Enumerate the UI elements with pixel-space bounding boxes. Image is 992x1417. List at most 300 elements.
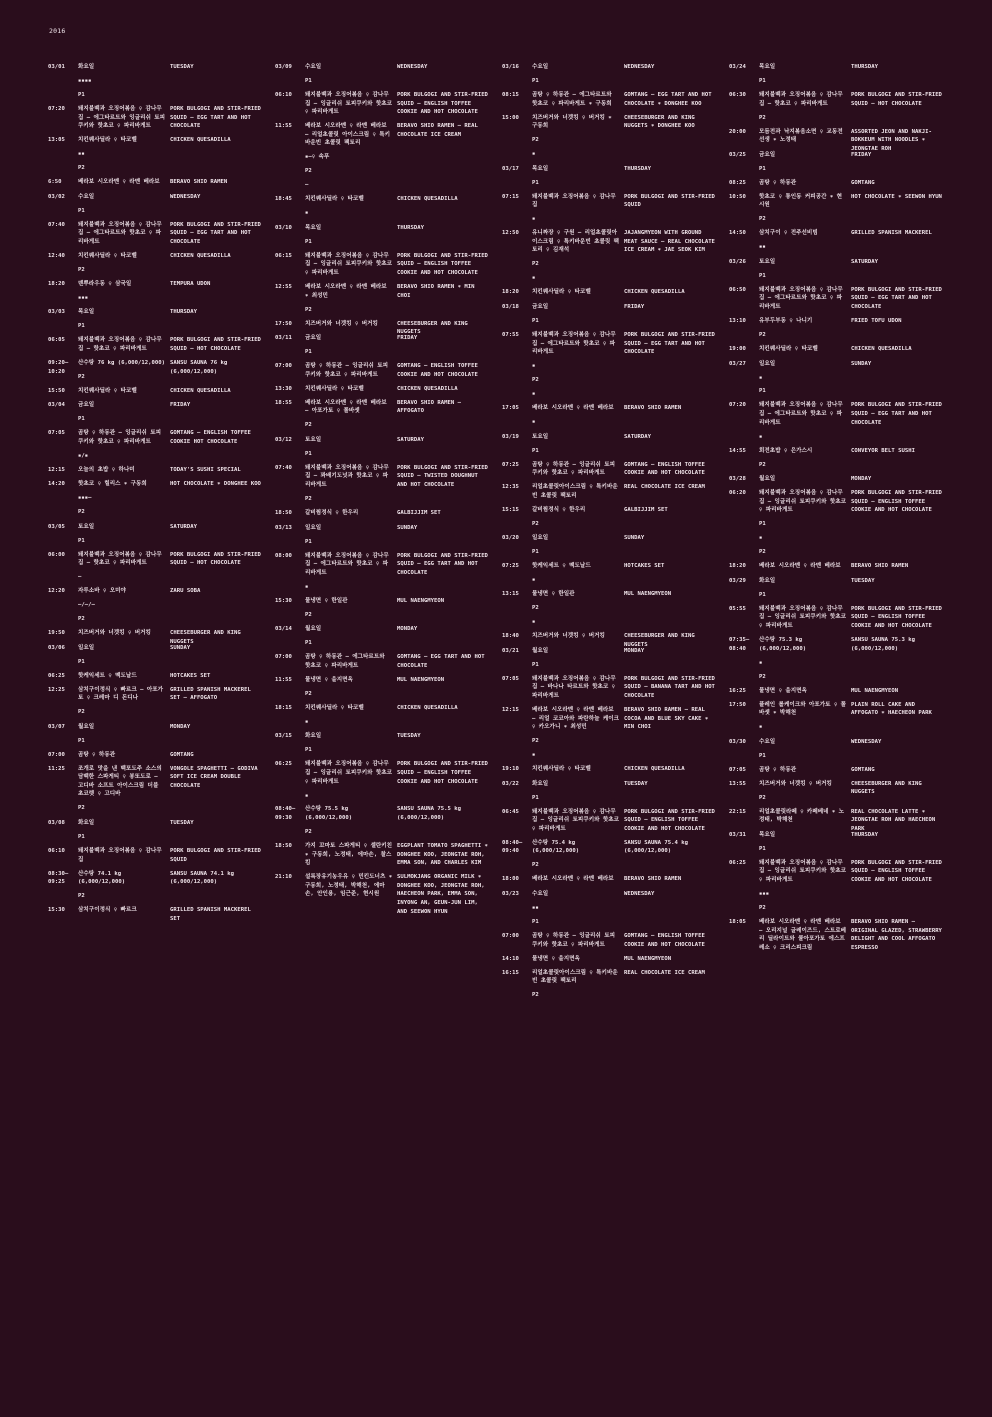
entry-time: 03/13 (275, 524, 292, 531)
entry-korean: P1 (532, 77, 539, 84)
entry-english: CHICKEN QUESADILLA (397, 704, 458, 711)
log-entry (729, 701, 939, 718)
log-entry (502, 77, 712, 86)
entry-korean: 곰탕 ♀ 하동관 – 잉글리쉬 토피쿠키와 핫초코 ♀ 파리바게트 (305, 363, 389, 378)
log-entry (275, 760, 488, 786)
entry-english: BERAVO SHIO RAMEN (624, 405, 682, 412)
log-entry (729, 605, 942, 631)
entry-english: PORK BULGOGI AND STIR-FRIED SQUID – ENGLISH TOFFEE COOKIE AND HOT CHOCOLATE (397, 761, 488, 785)
entry-english: PORK BULGOGI AND STIR-FRIED SQUID – ENGLISH TOFFEE COOKIE AND HOT CHOCOLATE (851, 490, 942, 514)
entry-korean: 돼지불백과 오징어볶음 ♀ 감나무집 – 핫초코 ♀ 파리바게트 (759, 91, 843, 107)
log-entry (729, 904, 939, 913)
entry-korean: ▪ (532, 216, 536, 223)
entry-korean: P2 (305, 168, 312, 175)
log-entry (502, 331, 715, 357)
day-header (502, 303, 712, 312)
entry-korean: P2 (759, 216, 766, 223)
log-entry (48, 658, 258, 667)
entry-english: CHICKEN QUESADILLA (170, 137, 231, 144)
log-entry (729, 193, 942, 210)
entry-korean: 산수탕 76 kg (6,000/12,000) (78, 359, 165, 366)
log-entry (502, 404, 712, 413)
entry-time: 03/29 (729, 577, 746, 584)
entry-korean: P2 (759, 549, 766, 556)
entry-korean: ▪–♀ 속푸 (305, 154, 330, 161)
entry-time: 18:50 (275, 509, 292, 516)
log-entry (729, 345, 939, 354)
entry-time: 18:05 (729, 918, 746, 925)
log-entry (48, 294, 258, 303)
entry-time: 03/16 (502, 64, 519, 70)
log-entry (729, 562, 939, 571)
entry-korean: 베라보 시오라멘 ♀ 라멘 베라보 ∗ 최성민 (305, 283, 387, 299)
entry-korean: 리얼초콜릿아이스크림 ♀ 톡키바운빈 초콜릿 팩토리 (532, 969, 618, 985)
log-entry (729, 591, 939, 600)
entry-english: THURSDAY (397, 224, 424, 231)
log-entry (729, 659, 939, 668)
entry-time: 18:15 (275, 704, 292, 711)
log-entry (48, 601, 258, 610)
log-entry (729, 723, 939, 732)
log-entry (502, 418, 712, 427)
entry-english: WEDNESDAY (170, 193, 201, 200)
log-entry (502, 179, 712, 188)
entry-korean: 곰탕 ♀ 하동관 – 에그타르트와 핫초코 ♀ 파리바게트 ∗ 구동희 (532, 91, 612, 107)
entry-english: PORK BULGOGI AND STIR-FRIED SQUID – TWISTED DOUGHNUT AND HOT CHOCOLATE (397, 464, 488, 488)
log-entry (502, 150, 712, 159)
entry-korean: ▪ (305, 792, 309, 799)
log-entry (502, 675, 715, 701)
log-entry (502, 91, 712, 108)
log-entry (48, 537, 258, 546)
entry-english: JAJANGMYEON WITH GROUND MEAT SAUCE – REAL CHOCOLATE ICE CREAM ∗ JAE SEOK KIM (624, 230, 715, 254)
log-entry (729, 286, 942, 312)
entry-korean: 일요일 (532, 535, 549, 542)
entry-time: 14:20 (48, 480, 65, 487)
log-entry (502, 604, 712, 613)
entry-korean: 갈비찜정식 ♀ 한우리 (532, 506, 586, 513)
entry-korean: 돼지불백과 오징어볶음 ♀ 감나무집 (532, 193, 616, 209)
entry-korean: P2 (78, 508, 85, 515)
entry-korean: 산수탕 75.5 kg (6,000/12,000) (305, 806, 353, 822)
log-entry (275, 209, 485, 218)
entry-korean: P1 (305, 538, 312, 545)
entry-korean: 치킨퀘사딜라 ♀ 타코벨 (532, 289, 591, 296)
entry-korean: 회전초밥 ♀ 은가스시 (759, 447, 813, 454)
entry-time: 03/30 (729, 738, 746, 745)
entry-time: 05:55 (729, 605, 746, 612)
entry-english: PORK BULGOGI AND STIR-FRIED SQUID – HOT CHOCOLATE (851, 91, 942, 107)
entry-english: MONDAY (170, 723, 191, 730)
entry-english: PORK BULGOGI AND STIR-FRIED SQUID – HOT CHOCOLATE (170, 551, 261, 567)
log-entry (729, 766, 939, 775)
log-entry (729, 461, 939, 470)
log-entry (502, 136, 712, 145)
entry-english: GOMTANG – EGG TART AND HOT CHOCOLATE ∗ DONGHEE KOO (624, 91, 712, 107)
log-entry (729, 489, 942, 515)
entry-korean: P1 (78, 207, 85, 214)
entry-english: MONDAY (624, 647, 645, 654)
entry-time: 6:50 (48, 179, 62, 186)
entry-korean: P1 (305, 349, 312, 356)
entry-time: 03/19 (502, 433, 519, 440)
day-header (729, 360, 939, 369)
log-entry (502, 562, 712, 571)
log-entry (48, 452, 258, 461)
entry-time: 16:25 (729, 687, 746, 694)
entry-time: 08:40–09:40 (502, 839, 523, 855)
entry-english: THURSDAY (624, 165, 651, 172)
entry-korean: 돼지불백과 오징어볶음 ♀ 감나무집 – 잉글리쉬 토피쿠키와 핫초코 ♀ 파리바게트 (305, 761, 393, 785)
entry-english: GOMTANG – ENGLISH TOFFEE COOKIE AND HOT CHOCOLATE (624, 932, 705, 948)
log-entry (275, 362, 485, 379)
log-entry (275, 195, 485, 204)
entry-time: 03/04 (48, 402, 65, 409)
entry-korean: ▪▪▪– (78, 494, 92, 501)
entry-time: 16:15 (502, 969, 519, 976)
entry-english: TUESDAY (397, 733, 421, 740)
entry-korean: 수요일 (759, 738, 776, 745)
entry-time: 07:00 (48, 751, 65, 758)
entry-time: 06:15 (275, 252, 292, 259)
log-entry (729, 636, 939, 653)
entry-english: REAL CHOCOLATE LATTE ∗ JEONGTAE ROH AND HAECHEON PARK (851, 808, 936, 832)
entry-time: 18:00 (502, 876, 519, 883)
log-entry (729, 794, 939, 803)
entry-time: 13:05 (48, 137, 65, 144)
log-entry (275, 873, 485, 915)
log-entry (275, 676, 485, 685)
entry-time: 12:55 (275, 283, 292, 290)
entry-korean: 금요일 (78, 402, 95, 409)
log-entry (729, 687, 939, 696)
log-entry (48, 221, 261, 247)
day-header (729, 738, 939, 747)
log-entry (275, 399, 485, 416)
entry-english: PORK BULGOGI AND STIR-FRIED SQUID – ENGLISH TOFFEE COOKIE AND HOT CHOCOLATE (397, 91, 488, 116)
entry-korean: P2 (759, 794, 766, 801)
log-entry (729, 179, 939, 188)
entry-korean: 치킨퀘사딜라 ♀ 타코벨 (78, 137, 137, 144)
entry-english: BERAVO SHIO RAMEN – ORIGINAL GLAZED, STRAWBERRY DELIGHT AND COOL AFFOGATO ESPRESSO (851, 918, 942, 951)
entry-time: 15:30 (48, 907, 65, 914)
log-entry (502, 618, 712, 627)
entry-time: 15:30 (275, 597, 292, 604)
log-entry (48, 892, 258, 901)
entry-time: 18:45 (275, 196, 292, 203)
entry-korean: 치킨퀘사딜라 ♀ 타코벨 (78, 387, 137, 394)
entry-english: REAL CHOCOLATE ICE CREAM (624, 484, 705, 491)
entry-korean: P1 (78, 91, 85, 98)
entry-english: GALBIJJIM SET (397, 509, 441, 516)
entry-korean: 돼지불백과 오징어볶음 ♀ 감나무집 – 잉글리쉬 토피쿠키와 핫초코 ♀ 파리바게트 (305, 252, 393, 276)
entry-english: GRILLED SPANISH MACKEREL (851, 230, 932, 237)
day-header (48, 401, 258, 410)
day-header (729, 63, 939, 72)
entry-korean: ▪ (759, 535, 763, 542)
log-entry (48, 373, 258, 382)
entry-english: CHEESEBURGER AND KING NUGGETS (851, 780, 922, 796)
day-header (48, 723, 258, 732)
log-entry (502, 861, 712, 870)
entry-korean: 월요일 (305, 626, 322, 633)
entry-korean: 물냉면 ♀ 을지면옥 (305, 676, 353, 683)
entry-time: 13:15 (502, 591, 519, 598)
log-entry (502, 215, 712, 224)
day-header (275, 63, 485, 72)
entry-korean: 금요일 (305, 335, 322, 342)
entry-time: 15:15 (502, 506, 519, 513)
entry-time: 07:00 (275, 654, 292, 661)
log-entry (48, 336, 261, 353)
entry-korean: 삼치구이정식 ♀ 빠르크 – 아포가토 ♀ 크레마 디 돈디나 (78, 686, 164, 702)
entry-english: MONDAY (397, 626, 418, 633)
log-entry (275, 552, 488, 578)
entry-korean: 월요일 (759, 476, 776, 483)
entry-korean: 수요일 (305, 64, 322, 70)
entry-time: 19:10 (502, 766, 519, 773)
entry-time: 03/15 (275, 733, 292, 740)
entry-english: SANSU SAUNA 74.1 kg (6,000/12,000) (170, 870, 234, 886)
entry-korean: 치킨퀘사딜라 ♀ 타코벨 (532, 766, 591, 773)
entry-korean: ▪▪ (78, 151, 85, 158)
entry-english: PORK BULGOGI AND STIR-FRIED SQUID – ENGLISH TOFFEE COOKIE AND HOT CHOCOLATE (624, 808, 715, 832)
log-entry (502, 737, 712, 746)
entry-time: 07:55 (502, 331, 519, 338)
log-entry (275, 718, 485, 727)
entry-time: 07:05 (502, 675, 519, 682)
entry-korean: P1 (305, 77, 312, 84)
entry-korean: 일요일 (78, 644, 95, 651)
entry-english: GOMTANG – ENGLISH TOFFEE COOKIE HOT CHOCOLATE (170, 430, 251, 446)
entry-korean: P1 (78, 416, 85, 423)
entry-korean: 토요일 (759, 258, 776, 265)
entry-english: EGGPLANT TOMATO SPAGHETTI ∗ DONGHEE KOO, JEONGTAE ROH, EMMA SON, AND CHARLES KIM (397, 843, 488, 867)
entry-english: SANSU SAUNA 75.3 kg (6,000/12,000) (851, 637, 915, 652)
entry-english: SUNDAY (851, 360, 872, 367)
entry-time: 20:00 (729, 128, 746, 135)
entry-korean: P1 (305, 640, 312, 647)
entry-time: 08:15 (502, 91, 519, 98)
entry-korean: ▪▪▪ (78, 294, 89, 301)
entry-korean: 치즈버거와 너겟킹 ♀ 버거킹 (532, 633, 605, 640)
entry-time: 18:55 (275, 399, 292, 406)
entry-english: BERAVO SHIO RAMEN – REAL COCOA AND BLUE SKY CAKE ∗ MIN CHOI (624, 706, 709, 731)
entry-english: THURSDAY (851, 831, 878, 838)
log-entry (729, 243, 939, 252)
entry-time: 07:35–08:40 (729, 637, 750, 652)
log-entry (275, 509, 485, 518)
log-entry (502, 548, 712, 557)
entry-korean: 돼지불백과 오징어볶음 ♀ 감나무집 – 에그타르트와 핫초코 ♀ 파리바게트 (532, 331, 616, 356)
log-entry (275, 238, 485, 247)
log-entry (502, 193, 715, 210)
entry-korean: P1 (759, 591, 766, 598)
entry-korean: 치킨퀘사딜라 ♀ 타코벨 (759, 345, 818, 352)
entry-english: WEDNESDAY (624, 64, 655, 70)
entry-english: HOTCAKES SET (170, 672, 211, 679)
entry-time: 03/07 (48, 723, 65, 730)
entry-korean: P2 (759, 331, 766, 338)
log-entry (48, 847, 261, 864)
entry-korean: 목요일 (305, 224, 322, 231)
entry-time: 13:55 (729, 780, 746, 787)
entry-korean: P1 (759, 752, 766, 759)
entry-english: GRILLED SPANISH MACKEREL SET (170, 907, 251, 922)
log-entry (275, 306, 485, 315)
entry-time: 03/01 (48, 64, 65, 70)
entry-english: BERAVO SHIO RAMEN – REAL CHOCOLATE ICE CREAM (397, 123, 478, 138)
day-header (275, 334, 485, 343)
log-entry (502, 483, 712, 500)
entry-korean: 치즈버거와 너겟킹 ♀ 버거킹 (305, 320, 378, 327)
log-entry (729, 433, 939, 442)
entry-korean: 곰탕 ♀ 하동관 – 잉글리쉬 토피쿠키와 핫초코 ♀ 파리바게트 (532, 461, 616, 477)
day-header (502, 63, 712, 72)
entry-korean: ▪▪▪ (759, 891, 770, 897)
log-entry (729, 374, 939, 383)
entry-english: SUNDAY (170, 644, 191, 651)
entry-korean: 돼지불백과 오징어볶음 ♀ 감나무집 – 에그타르트와 핫초코 ♀ 파리바게트 (759, 402, 843, 426)
log-entry (502, 904, 712, 913)
entry-english: SATURDAY (170, 523, 197, 530)
entry-english: CHICKEN QUESADILLA (624, 289, 685, 296)
log-entry (275, 792, 485, 801)
entry-time: 03/23 (502, 891, 519, 897)
log-entry (729, 520, 939, 529)
day-header (502, 534, 712, 543)
entry-korean: 화요일 (78, 64, 95, 70)
entry-english: PORK BULGOGI AND STIR-FRIED SQUID (170, 848, 261, 863)
entry-korean: 곰탕 ♀ 하동관 – 잉글리쉬 토피쿠키와 핫초코 ♀ 파리바게트 (532, 932, 616, 948)
entry-time: 12:50 (502, 230, 519, 237)
entry-korean: P1 (78, 834, 85, 841)
entry-korean: 베라보 시오라멘 ♀ 라멘 베라보 (532, 876, 614, 883)
entry-time: 22:15 (729, 808, 746, 815)
entry-time: 03/14 (275, 626, 292, 633)
entry-korean: P2 (305, 422, 312, 429)
entry-time: 03/22 (502, 780, 519, 787)
log-entry (275, 450, 485, 459)
entry-korean: 삼치구이정식 ♀ 빠르크 (78, 907, 137, 914)
entry-korean: 물냉면 ♀ 한일관 (532, 591, 575, 598)
log-entry (502, 461, 712, 478)
log-entry (275, 746, 485, 755)
entry-english: SUNDAY (624, 535, 645, 542)
entry-time: 12:40 (48, 252, 65, 259)
log-entry (729, 77, 939, 86)
log-entry (729, 808, 939, 832)
entry-korean: 치즈버거와 너겟킹 ♀ 버거킹 ∗ 구동희 (532, 114, 612, 130)
log-entry (275, 385, 485, 394)
log-entry (48, 672, 258, 681)
entry-time: 03/21 (502, 647, 519, 654)
log-entry (48, 280, 258, 289)
entry-time: 10:50 (729, 193, 746, 200)
log-entry (275, 348, 485, 357)
entry-time: 14:55 (729, 447, 746, 454)
entry-korean: P2 (759, 904, 766, 911)
log-entry (275, 690, 485, 699)
day-header (275, 224, 485, 233)
log-entry (48, 207, 258, 216)
entry-time: 07:25 (502, 461, 519, 468)
entry-korean: 조개로 맛을 낸 백포도주 소스의 담백한 스파게티 ♀ 봉또도로 – 고디바 소프트 아이스크림 더블 초코렛 ♀ 고디바 (78, 765, 162, 798)
column-3 (502, 57, 715, 1005)
entry-english: GALBIJJIM SET (624, 506, 668, 513)
entry-korean: P1 (532, 661, 539, 668)
entry-korean: 모듬전과 낙지볶음소면 ♀ 교동전선생 ∗ 노정태 (759, 128, 843, 144)
log-entry (502, 229, 715, 255)
entry-korean: P2 (78, 805, 85, 812)
day-header (729, 258, 939, 267)
day-header (729, 831, 939, 840)
entry-english: TUESDAY (170, 820, 194, 827)
entry-english: CHICKEN QUESADILLA (170, 387, 231, 394)
entry-time: 07:40 (48, 221, 65, 228)
entry-english: TUESDAY (851, 577, 875, 584)
entry-english: PORK BULGOGI AND STIR-FRIED SQUID – EGG TART AND HOT CHOCOLATE (851, 402, 942, 426)
entry-time: 07:05 (48, 430, 65, 437)
entry-english: CHEESEBURGER AND KING NUGGETS (624, 633, 695, 648)
entry-english: WEDNESDAY (624, 891, 655, 897)
entry-korean: 오늘의 초밥 ♀ 하나미 (78, 467, 135, 473)
entry-english: PORK BULGOGI AND STIR-FRIED SQUID – EGG TART AND HOT CHOCOLATE (170, 105, 261, 130)
entry-korean: 삼치구이 ♀ 전주선비빔 (759, 230, 818, 237)
entry-english: SATURDAY (851, 258, 878, 265)
entry-korean: P2 (305, 829, 312, 836)
entry-time: 03/18 (502, 303, 519, 310)
log-entry (729, 401, 942, 427)
log-entry (729, 890, 939, 899)
entry-time: 07:25 (502, 563, 519, 570)
log-entry (48, 105, 261, 131)
entry-english: SUNDAY (397, 524, 418, 531)
log-entry (502, 765, 712, 774)
entry-english: MONDAY (851, 476, 872, 483)
entry-english: WEDNESDAY (851, 738, 882, 745)
day-header (275, 625, 485, 634)
entry-korean: – (305, 182, 309, 189)
entry-korean: ▪ (305, 718, 309, 725)
entry-korean: 돼지불백과 오징어볶음 ♀ 감나무집 – 에그타르트와 핫초코 ♀ 파리바게트 (759, 286, 843, 310)
day-header (502, 433, 712, 442)
entry-english: PORK BULGOGI AND STIR-FRIED SQUID – ENGLISH TOFFEE COOKIE AND HOT CHOCOLATE (851, 605, 942, 630)
entry-time: 11:55 (275, 676, 292, 683)
log-entry (275, 597, 485, 606)
entry-english: MUL NAENGMYEON (624, 591, 672, 598)
entry-time: 03/24 (729, 64, 746, 70)
day-header (48, 63, 258, 72)
entry-korean: 화요일 (759, 577, 776, 584)
day-header (275, 436, 485, 445)
entry-korean: ▪ (532, 419, 536, 426)
log-entry (502, 520, 712, 529)
entry-time: 19:00 (729, 345, 746, 352)
entry-korean: 곰탕 ♀ 하동관 (759, 179, 797, 186)
log-entry (502, 808, 715, 834)
log-entry (729, 317, 939, 326)
entry-korean: 베라보 시오라멘 ♀ 라멘 베라보 – 리얼초콜릿 아이스크림 ♀ 톡키바운빈 초콜릿 팩토리 (305, 123, 391, 147)
entry-time: 06:25 (48, 672, 65, 679)
entry-korean: ▪▪ (532, 904, 539, 911)
log-entry (275, 320, 485, 336)
entry-english: SULMOKJANG ORGANIC MILK ∗ DONGHEE KOO, JEONGTAE ROH, HAECHEON PARK, EMMA SON, INYONG AN, GEUN-JUN LIM, AND SEEWON HYUN (397, 874, 485, 915)
entry-english: GOMTANG (170, 751, 194, 758)
entry-time: 03/28 (729, 476, 746, 483)
entry-korean: P1 (759, 521, 766, 528)
log-entry (502, 114, 712, 131)
